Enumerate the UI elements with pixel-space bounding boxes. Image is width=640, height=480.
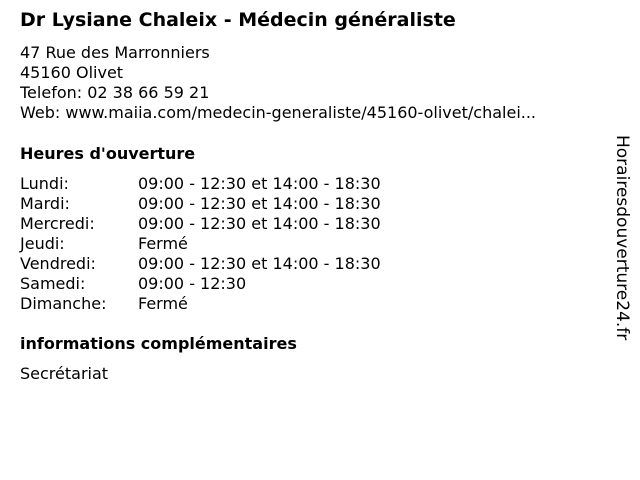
day-label: Mardi: xyxy=(20,194,70,213)
day-label: Jeudi: xyxy=(20,234,65,253)
hours-row-dimanche xyxy=(20,294,381,314)
hours-value: 09:00 - 12:30 xyxy=(138,274,247,293)
day-label: Lundi: xyxy=(20,174,69,193)
opening-hours-list xyxy=(20,174,381,314)
hours-value: Fermé xyxy=(138,234,188,253)
day-label: Mercredi: xyxy=(20,214,95,233)
hours-row-vendredi xyxy=(20,254,381,274)
day-label: Samedi: xyxy=(20,274,86,293)
hours-row-lundi xyxy=(20,174,381,194)
phone-number: Telefon: 02 38 66 59 21 xyxy=(20,83,210,102)
site-watermark: Horairesdouverture24.fr xyxy=(612,135,632,341)
hours-value: 09:00 - 12:30 et 14:00 - 18:30 xyxy=(138,174,381,193)
hours-row-samedi xyxy=(20,274,381,294)
hours-value: 09:00 - 12:30 et 14:00 - 18:30 xyxy=(138,214,381,233)
additional-info-heading: informations complémentaires xyxy=(20,334,297,353)
opening-hours-heading: Heures d'ouverture xyxy=(20,144,196,163)
street-address: 47 Rue des Marronniers xyxy=(20,43,210,62)
contact-info xyxy=(20,43,536,123)
hours-row-jeudi xyxy=(20,234,381,254)
hours-row-mercredi xyxy=(20,214,381,234)
website-link[interactable]: Web: www.maiia.com/medecin-generaliste/45160-olivet/chalei... xyxy=(20,103,537,122)
city-address: 45160 Olivet xyxy=(20,63,124,82)
page-title: Dr Lysiane Chaleix - Médecin généraliste xyxy=(20,9,456,31)
additional-info-text: Secrétariat xyxy=(20,364,109,383)
day-label: Dimanche: xyxy=(20,294,107,313)
day-label: Vendredi: xyxy=(20,254,96,273)
hours-value: Fermé xyxy=(138,294,188,313)
hours-value: 09:00 - 12:30 et 14:00 - 18:30 xyxy=(138,254,381,273)
hours-row-mardi xyxy=(20,194,381,214)
hours-value: 09:00 - 12:30 et 14:00 - 18:30 xyxy=(138,194,381,213)
